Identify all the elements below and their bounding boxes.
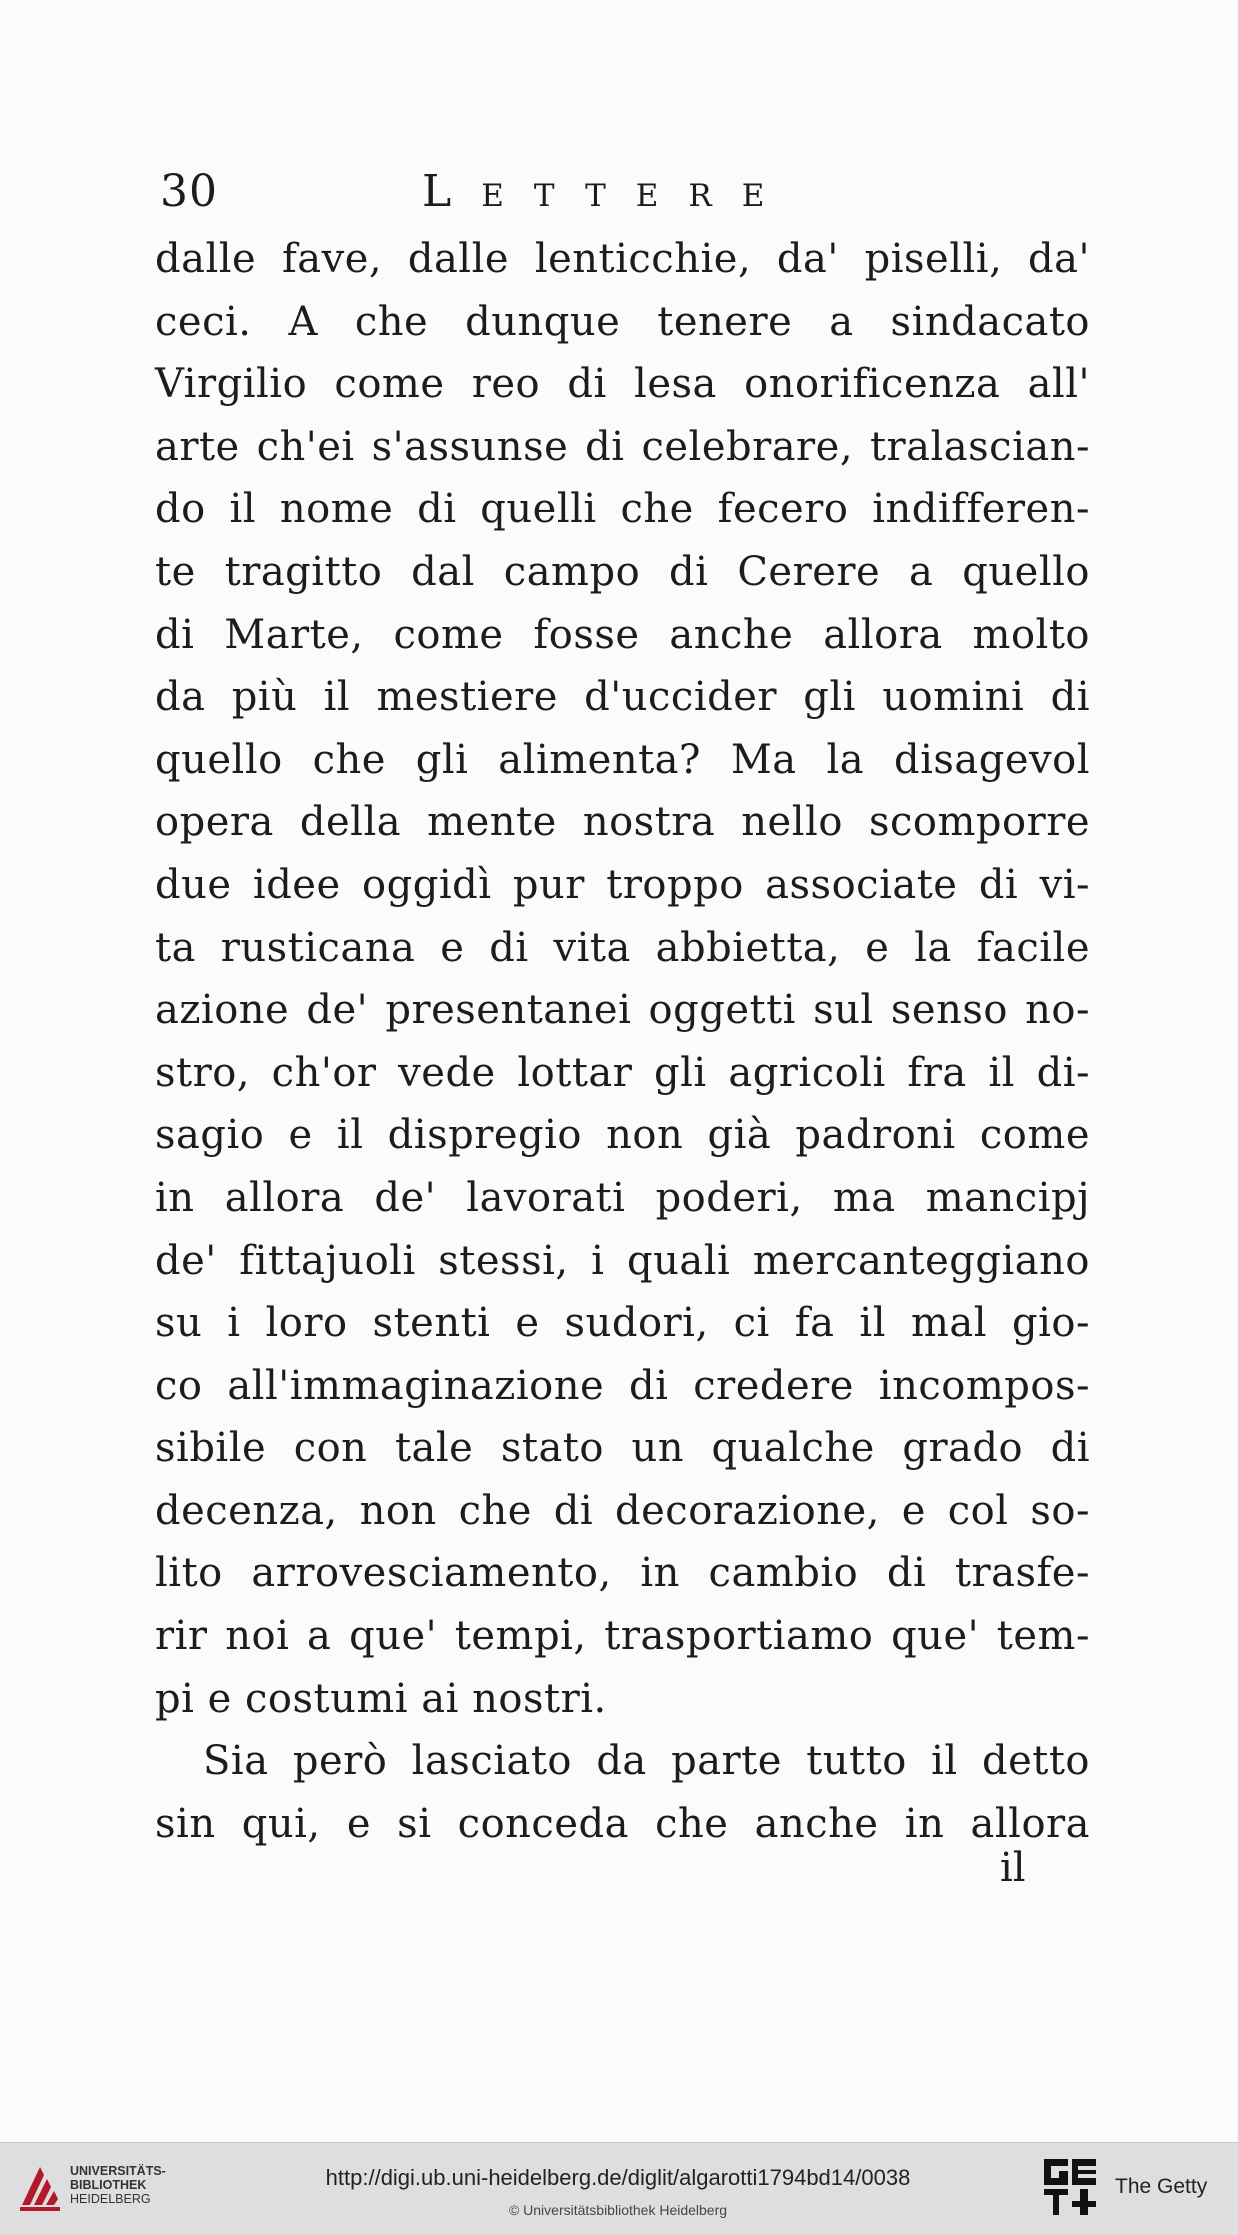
text-line: rir noi a que' tempi, trasportiamo que' tem-	[155, 1613, 1090, 1660]
university-name-line: BIBLIOTHEK	[70, 2178, 147, 2192]
copyright-notice: © Universitätsbibliothek Heidelberg	[508, 2202, 728, 2218]
text-line: dalle fave, dalle lenticchie, da' piselli, da'	[155, 236, 1090, 282]
running-title: Lettere	[422, 166, 795, 217]
page-header	[160, 160, 1090, 220]
university-logo-icon	[14, 2159, 66, 2219]
text-line: de' fittajuoli stessi, i quali mercanteggiano	[155, 1237, 1090, 1284]
university-name-line: UNIVERSITÄTS-	[70, 2164, 166, 2178]
text-line: arte ch'ei s'assunse di celebrare, tralascian-	[155, 423, 1090, 470]
text-line: sin qui, e si conceda che anche in allora	[155, 1800, 1090, 1847]
catchword: il	[1000, 1845, 1026, 1891]
body-text	[155, 228, 1090, 1855]
getty-logo-icon	[1042, 2157, 1098, 2217]
text-line: co all'immaginazione di credere incompos-	[155, 1362, 1090, 1409]
text-line: due idee oggidì pur troppo associate di vi-	[155, 861, 1090, 908]
text-line: sagio e il dispregio non già padroni come	[155, 1112, 1090, 1159]
text-line: opera della mente nostra nello scomporre	[155, 799, 1090, 846]
text-line: lito arrovesciamento, in cambio di trasfe-	[155, 1550, 1090, 1597]
page-number: 30	[160, 166, 218, 217]
text-line: decenza, non che di decorazione, e col so-	[155, 1487, 1090, 1534]
text-line: stro, ch'or vede lottar gli agricoli fra il di-	[155, 1049, 1090, 1096]
text-line: ceci. A che dunque tenere a sindacato	[155, 298, 1090, 345]
text-line: te tragitto dal campo di Cerere a quello	[155, 548, 1090, 595]
text-line: do il nome di quelli che fecero indifferen-	[155, 486, 1090, 533]
paragraph-start-line: Sia però lasciato da parte tutto il detto	[203, 1738, 1090, 1785]
text-line: sibile con tale stato un qualche grado di	[155, 1425, 1090, 1472]
university-name	[70, 2164, 166, 2206]
permalink-url[interactable]: http://digi.ub.uni-heidelberg.de/diglit/algarotti1794bd14/0038	[325, 2165, 911, 2190]
partner-name: The Getty	[1115, 2175, 1208, 2198]
text-line: ta rusticana e di vita abbietta, e la facile	[155, 924, 1090, 971]
text-line: azione de' presentanei oggetti sul senso no-	[155, 987, 1090, 1034]
text-line: Virgilio come reo di lesa onorificenza all'	[155, 361, 1090, 408]
text-line: di Marte, come fosse anche allora molto	[155, 611, 1090, 658]
text-line: quello che gli alimenta? Ma la disagevol	[155, 736, 1090, 783]
text-line: pi e costumi ai nostri.	[155, 1675, 607, 1722]
university-name-line: HEIDELBERG	[70, 2192, 151, 2206]
text-line: in allora de' lavorati poderi, ma mancipj	[155, 1174, 1090, 1221]
viewer-footer	[0, 2142, 1238, 2235]
text-line: su i loro stenti e sudori, ci fa il mal gio-	[155, 1300, 1090, 1347]
text-line: da più il mestiere d'uccider gli uomini di	[155, 674, 1090, 721]
